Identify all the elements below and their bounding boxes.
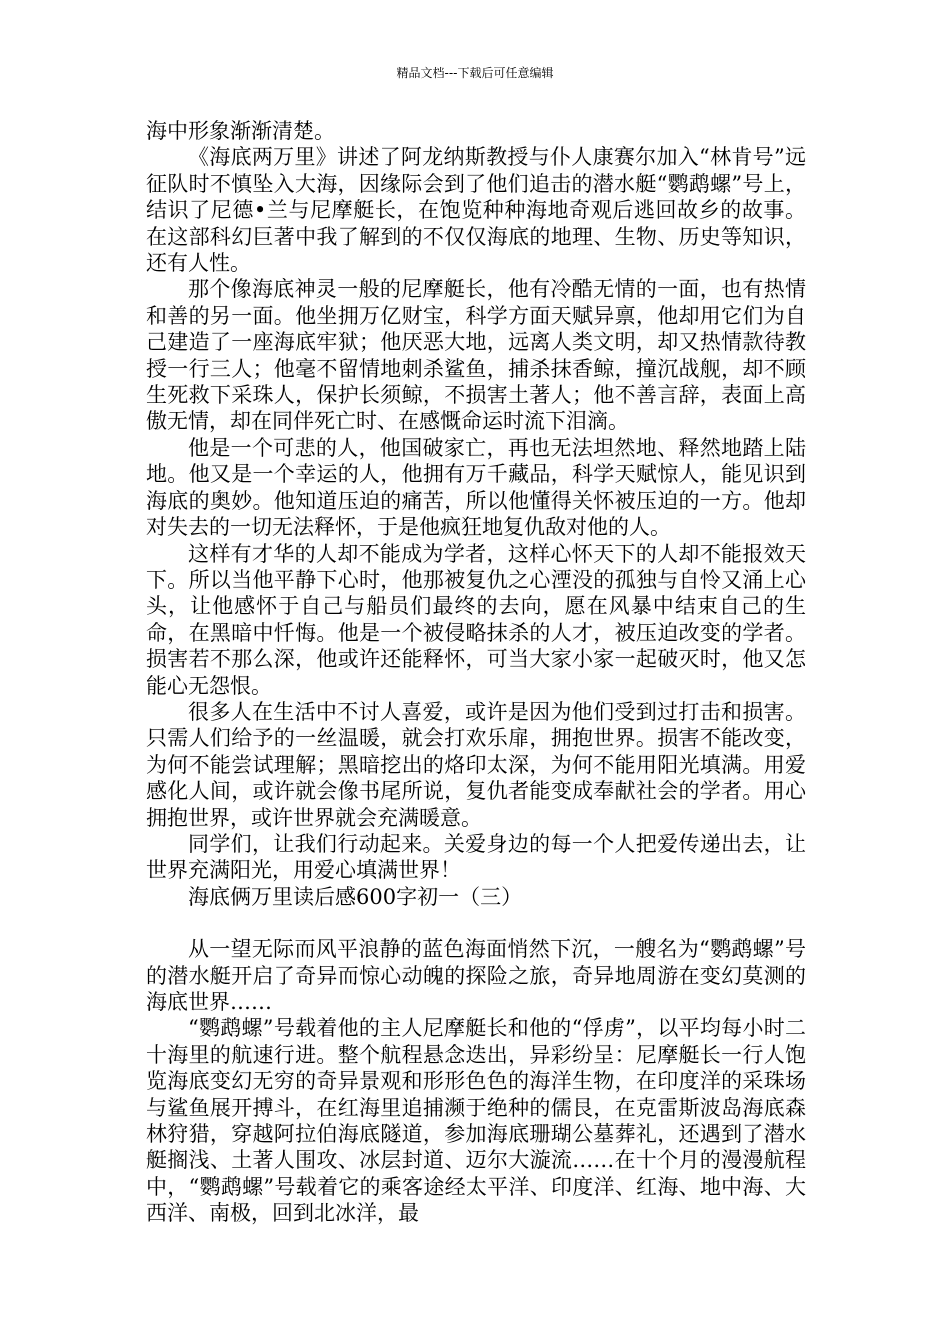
paragraph: 《海底两万里》讲述了阿龙纳斯教授与仆人康赛尔加入“林肯号”远征队时不慎坠入大海，因缘际会到了他们追击的潜水艇“鹦鹉螺”号上，结识了尼德•兰与尼摩艇长，在饱览种种海地奇观后逃回故乡的故事。在这部科幻巨著中我了解到的不仅仅海底的地理、生物、历史等知识，还有人性。 bbox=[146, 145, 806, 276]
paragraph: “鹦鹉螺”号载着他的主人尼摩艇长和他的“俘虏”，以平均每小时二十海里的航速行进。整个航程悬念迭出，异彩纷呈：尼摩艇长一行人饱览海底变幻无穷的奇异景观和形形色色的海洋生物，在印度洋的采珠场与鲨鱼展开搏斗，在红海里追捕濒于绝种的儒艮，在克雷斯波岛海底森林狩猎，穿越阿拉伯海底隧道，参加海底珊瑚公墓葬礼，还遇到了潜水艇搁浅、土著人围攻、冰层封道、迈尔大漩流……在十个月的漫漫航程中，“鹦鹉螺”号载着它的乘客途经太平洋、印度洋、红海、地中海、大西洋、南极，回到北冰洋，最 bbox=[146, 1016, 806, 1226]
document-body bbox=[146, 118, 806, 1227]
page-header: 精品文档---下载后可任意编辑 bbox=[396, 66, 554, 80]
paragraph: 这样有才华的人却不能成为学者，这样心怀天下的人却不能报效天下。所以当他平静下心时，他那被复仇之心湮没的孤独与自怜又涌上心头，让他感怀于自己与船员们最终的去向，愿在风暴中结束自己的生命，在黑暗中忏悔。他是一个被侵略抹杀的人才，被压迫改变的学者。损害若不那么深，他或许还能释怀，可当大家小家一起破灭时，他又怎能心无怨恨。 bbox=[146, 541, 806, 698]
section-title: 海底俩万里读后感600字初一（三） bbox=[188, 884, 523, 909]
paragraph: 从一望无际而风平浪静的蓝色海面悄然下沉，一艘名为“鹦鹉螺”号的潜水艇开启了奇异而惊心动魄的探险之旅，奇异地周游在变幻莫测的海底世界…… bbox=[146, 937, 806, 1014]
paragraph: 同学们，让我们行动起来。关爱身边的每一个人把爱传递出去，让世界充满阳光，用爱心填满世界！ bbox=[146, 831, 806, 883]
paragraph: 很多人在生活中不讨人喜爱，或许是因为他们受到过打击和损害。只需人们给予的一丝温暖，就会打欢乐扉，拥抱世界。损害不能改变，为何不能尝试理解；黑暗挖出的烙印太深，为何不能用阳光填满。用爱感化人间，或许就会像书尾所说，复仇者能变成奉献社会的学者。用心拥抱世界，或许世界就会充满暖意。 bbox=[146, 699, 806, 830]
blank-line bbox=[146, 910, 806, 936]
paragraph: 他是一个可悲的人，他国破家亡，再也无法坦然地、释然地踏上陆地。他又是一个幸运的人，他拥有万千藏品，科学天赋惊人，能见识到海底的奥妙。他知道压迫的痛苦，所以他懂得关怀被压迫的一方。他却对失去的一切无法释怀，于是他疯狂地复仇敌对他的人。 bbox=[146, 435, 806, 540]
paragraph: 那个像海底神灵一般的尼摩艇长，他有冷酷无情的一面，也有热情和善的另一面。他坐拥万亿财宝，科学方面天赋异禀，他却用它们为自己建造了一座海底牢狱；他厌恶大地，远离人类文明，却又热情款待教授一行三人；他毫不留情地刺杀鲨鱼，捕杀抹香鲸，撞沉战舰，却不顾生死救下采珠人，保护长须鲸，不损害土著人；他不善言辞，表面上高傲无情，却在同伴死亡时、在感慨命运时流下泪滴。 bbox=[146, 277, 806, 434]
paragraph: 海中形象渐渐清楚。 bbox=[146, 119, 335, 143]
